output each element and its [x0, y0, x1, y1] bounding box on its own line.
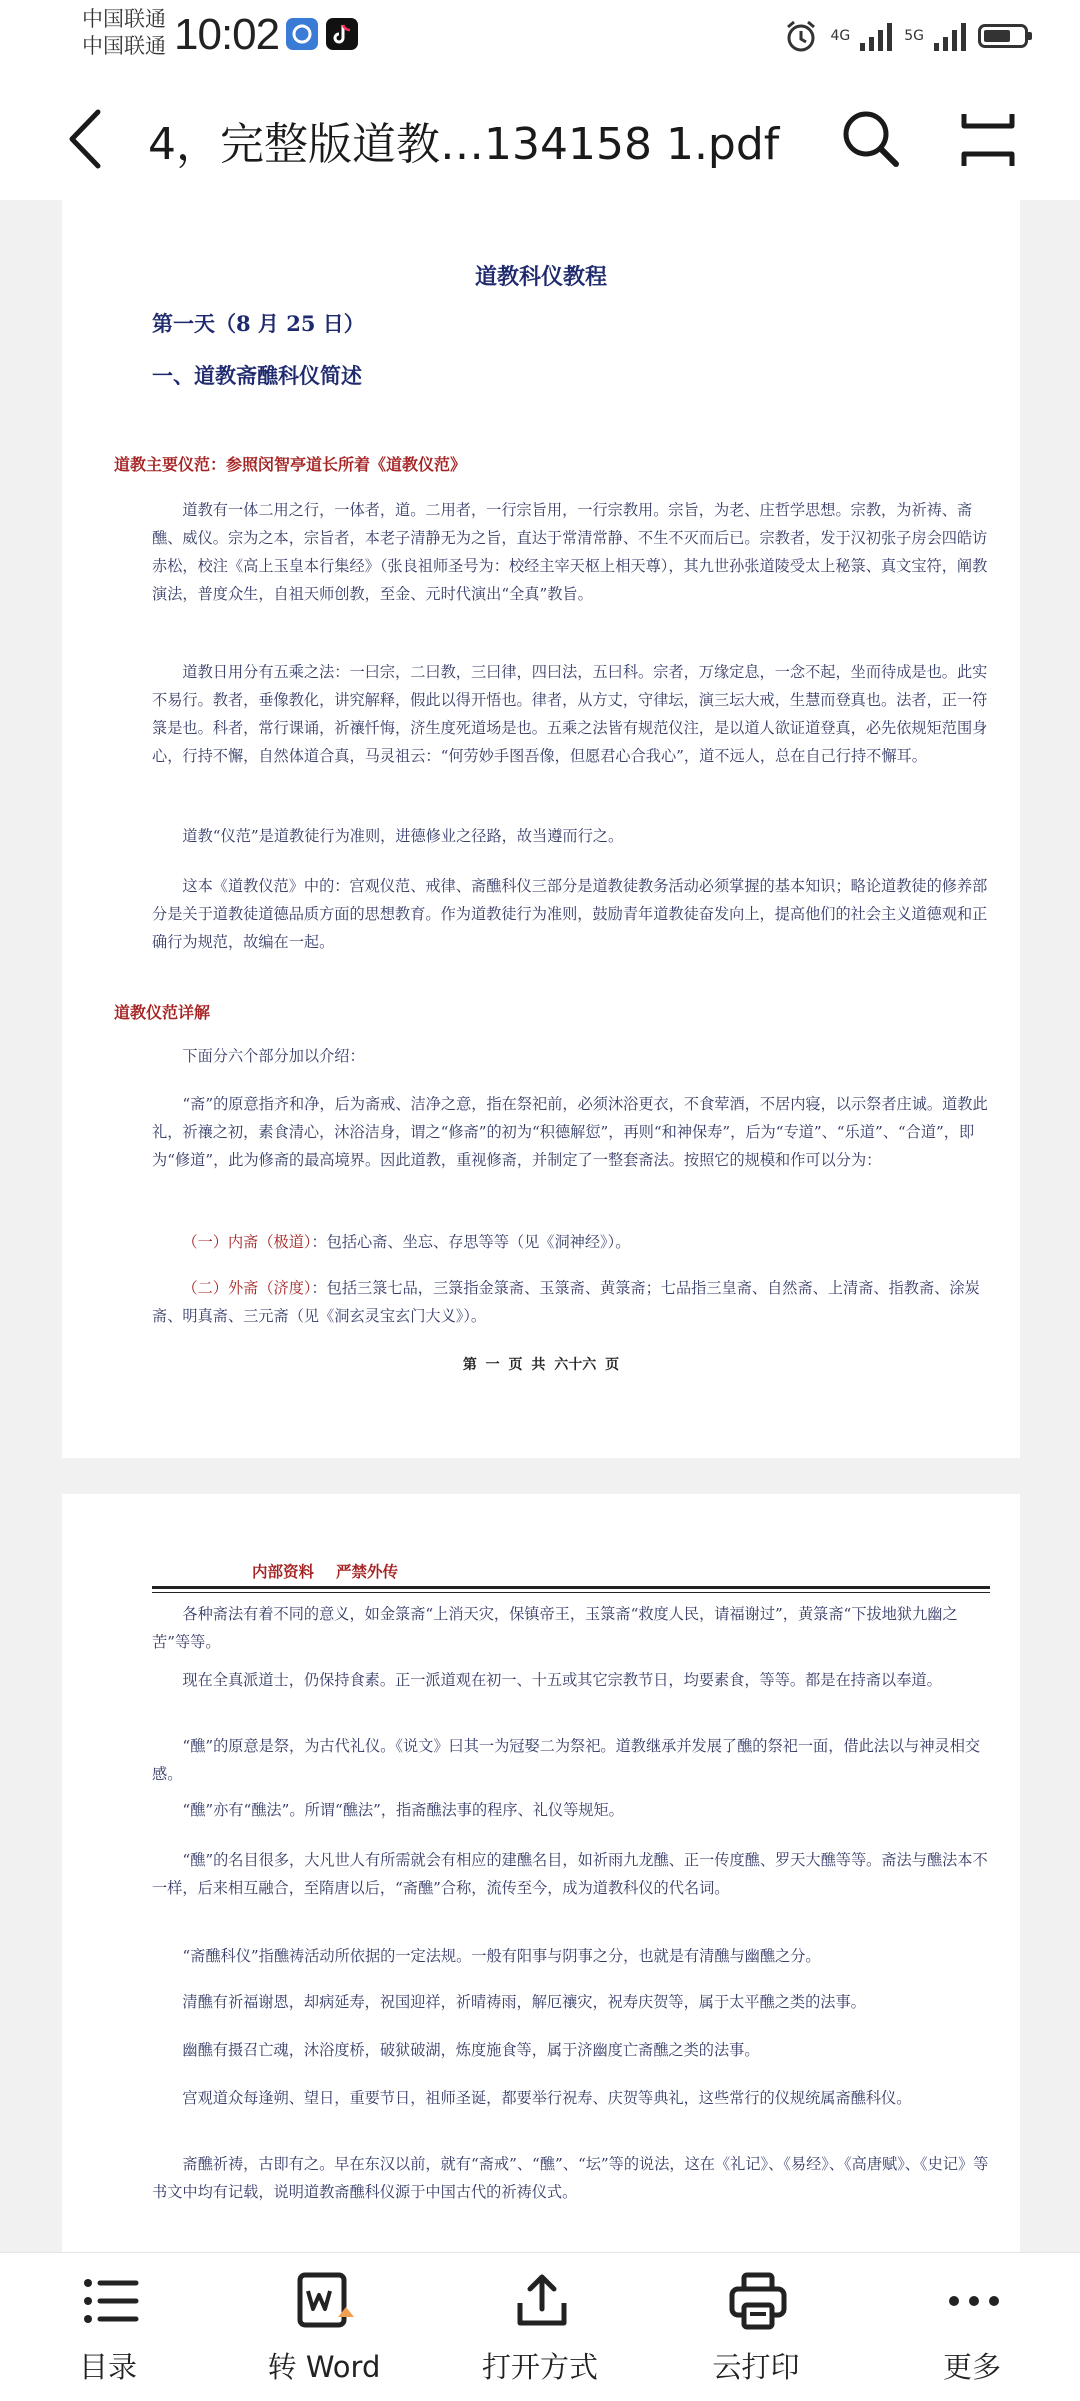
- page-header: [252, 1560, 420, 1582]
- signal-bars-2-icon: [934, 21, 968, 51]
- paragraph: “醮”的原意是祭，为古代礼仪。《说文》曰其一为冠娶二为祭祀。道教继承并发展了醮的祭祀一面，借此法以与神灵相交感。: [152, 1737, 981, 1783]
- more-button[interactable]: [882, 2253, 1062, 2401]
- paragraph: 现在全真派道士，仍保持食素。正一派道观在初一、十五或其它宗教节日，均要素食，等等。都是在持斋以奉道。: [182, 1671, 942, 1689]
- header-rule-thin: [152, 1592, 990, 1593]
- toc-button[interactable]: [18, 2253, 198, 2401]
- signal-type-1: 4G: [830, 28, 851, 44]
- share-icon: [510, 2269, 574, 2333]
- expand-icon: [958, 110, 1018, 170]
- more-icon: [942, 2269, 1006, 2333]
- list-text: ：包括心斋、坐忘、存思等等（见《洞神经》）。: [311, 1233, 631, 1251]
- paragraph: “醮”亦有“醮法”。所谓“醮法”，指斋醮法事的程序、礼仪等规矩。: [182, 1801, 624, 1819]
- list-marker: （二）外斋（济度）: [182, 1279, 312, 1297]
- day-heading: 第一天（8 月 25 日）: [152, 311, 365, 336]
- back-button[interactable]: [58, 104, 118, 174]
- paragraph: 斋醮祈祷，古即有之。早在东汉以前，就有“斋戒”、“醮”、“坛”等的说法，这在《礼记》、《易经》、《高唐赋》、《史记》等书文中均有记载，说明道教斋醮科仪源于中国古代的祈祷仪式。: [152, 2155, 989, 2201]
- cloud-print-label: 云打印: [712, 2350, 800, 2384]
- open-with-label: 打开方式: [481, 2350, 598, 2384]
- list-marker: （一）内斋（极道）: [182, 1233, 312, 1251]
- paragraph: 清醮有祈福谢恩，却病延寿，祝国迎祥，祈晴祷雨，解厄禳灾，祝寿庆贺等，属于太平醮之类的法事。: [182, 1993, 866, 2011]
- paragraph: “斋醮科仪”指醮祷活动所依据的一定法规。一般有阳事与阴事之分，也就是有清醮与幽醮之分。: [182, 1947, 821, 1965]
- more-label: 更多: [942, 2350, 1001, 2384]
- paragraph: 这本《道教仪范》中的：宫观仪范、戒律、斋醮科仪三部分是道教徒教务活动必须掌握的基本知识；略论道教徒的修养部分是关于道教徒道德品质方面的思想教育。作为道教徒行为准则，鼓励青年道教徒奋发向上，提高他们的社会主义道德观和正确行为规范，故编在一起。: [152, 877, 988, 951]
- signal-type-2: 5G: [904, 28, 924, 44]
- status-time: 10:02: [174, 10, 280, 59]
- pdf-page-2[interactable]: [62, 1494, 1020, 2254]
- cloud-print-button[interactable]: [666, 2253, 846, 2401]
- alarm-icon: [782, 17, 820, 55]
- paragraph: 道教日用分有五乘之法：一曰宗，二曰教，三曰律，四曰法，五曰科。宗者，万缘定息，一念不起，坐而待成是也。此实不易行。教者，垂像教化，讲究解释，假此以得开悟也。律者，从方丈，守律坛，演三坛大戒，生慧而登真也。法者，正一符箓是也。科者，常行课诵，祈禳忏悔，济生度死道场是也。五乘之法皆有规范仪注，是以道人欲证道登真，必先依规矩范围身心，行持不懈，自然体道合真，马灵祖云：“何劳妙手图吾像，但愿君心合我心”，道不远人，总在自己行持不懈耳。: [152, 663, 988, 765]
- paragraph: 道教“仪范”是道教徒行为准则，进德修业之径路，故当遵而行之。: [182, 827, 624, 845]
- list-item: [152, 1274, 990, 1330]
- section-heading: 一、道教斋醮科仪简述: [152, 363, 362, 388]
- document-heading: 道教科仪教程: [474, 264, 607, 290]
- open-with-button[interactable]: [450, 2253, 630, 2401]
- back-arrow-icon: [58, 104, 118, 174]
- page-footer: 第 一 页 共 六十六 页: [462, 1357, 620, 1373]
- list-item: [152, 1228, 990, 1256]
- document-title: 4，完整版道教…134158 1.pdf: [148, 119, 780, 170]
- toc-label: 目录: [78, 2350, 137, 2384]
- header-confidential: 严禁外传: [336, 1562, 399, 1581]
- convert-word-button[interactable]: [234, 2253, 414, 2401]
- carrier-1: 中国联通: [82, 7, 166, 31]
- bottom-toolbar: [0, 2252, 1080, 2401]
- header-rule: [152, 1586, 990, 1589]
- paragraph: 下面分六个部分加以介绍：: [182, 1047, 365, 1065]
- carrier-2: 中国联通: [82, 34, 166, 58]
- paragraph: 宫观道众每逢朔、望日，重要节日，祖师圣诞，都要举行祝寿、庆贺等典礼，这些常行的仪规统属斋醮科仪。: [182, 2089, 912, 2107]
- status-icons: [782, 14, 1028, 58]
- convert-word-label: 转 Word: [267, 2350, 381, 2384]
- pdf-page-1[interactable]: [62, 200, 1020, 1458]
- signal-bars-icon: [860, 21, 894, 51]
- paragraph: “醮”的名目很多，大凡世人有所需就会有相应的建醮名目，如祈雨九龙醮、正一传度醮、罗天大醮等等。斋法与醮法本不一样，后来相互融合，至隋唐以后，“斋醮”合称，流传至今，成为道教科仪的代名词。: [152, 1851, 988, 1897]
- list-text: ：包括三箓七品，三箓指金箓斋、玉箓斋、黄箓斋；七品指三皇斋、自然斋、上清斋、指教斋、涂炭斋、明真斋、三元斋（见《洞玄灵宝玄门大义》）。: [152, 1279, 980, 1325]
- list-icon: [78, 2269, 142, 2333]
- search-button[interactable]: [838, 106, 902, 170]
- notification-app-icon: [286, 18, 318, 50]
- paragraph: 道教有一体二用之行，一体者，道。二用者，一行宗旨用，一行宗教用。宗旨，为老、庄哲学思想。宗教，为祈祷、斋醮、威仪。宗为之本，宗旨者，本老子清静无为之旨，直达于常清常静、不生不灭而后已。宗教者，发于汉初张子房会四皓访赤松，校注《高上玉皇本行集经》（张良祖师圣号为：校经主宰天枢上相天尊），其九世孙张道陵受太上秘箓、真文宝符，阐教演法，普度众生，自祖天师创教，至金、元时代演出“全真”教旨。: [152, 501, 988, 603]
- battery-icon: [978, 24, 1028, 48]
- status-bar: [0, 0, 1080, 76]
- carrier-labels: [82, 6, 166, 60]
- expand-button[interactable]: [958, 110, 1018, 170]
- convert-word-icon: [294, 2269, 358, 2333]
- paragraph: 幽醮有摄召亡魂，沐浴度桥，破狱破湖，炼度施食等，属于济幽度亡斋醮之类的法事。: [182, 2041, 760, 2059]
- paragraph: 各种斋法有着不同的意义，如金箓斋“上消天灾，保镇帝王，玉箓斋“救度人民，请福谢过”，黄箓斋“下拔地狱九幽之苦”等等。: [152, 1605, 958, 1651]
- title-bar: [0, 76, 1080, 200]
- printer-icon: [726, 2269, 790, 2333]
- header-internal: 内部资料: [252, 1562, 315, 1581]
- paragraph: “斋”的原意指齐和净，后为斋戒、洁净之意，指在祭祀前，必须沐浴更衣，不食荤酒，不居内寝，以示祭者庄诚。道教此礼，祈禳之初，素食清心，沐浴洁身，谓之“修斋”的初为“积德解愆”，再则“和神保寿”，后为“专道”、“乐道”、“合道”，即为“修道”，此为修斋的最高境界。因此道教，重视修斋，并制定了一整套斋法。按照它的规模和作可以分为：: [152, 1095, 988, 1169]
- tiktok-icon: [326, 18, 358, 50]
- red-subheading-2: 道教仪范详解: [114, 1003, 211, 1022]
- search-icon: [838, 106, 902, 170]
- red-subheading: 道教主要仪范：参照闵智亭道长所着《道教仪范》: [114, 455, 467, 474]
